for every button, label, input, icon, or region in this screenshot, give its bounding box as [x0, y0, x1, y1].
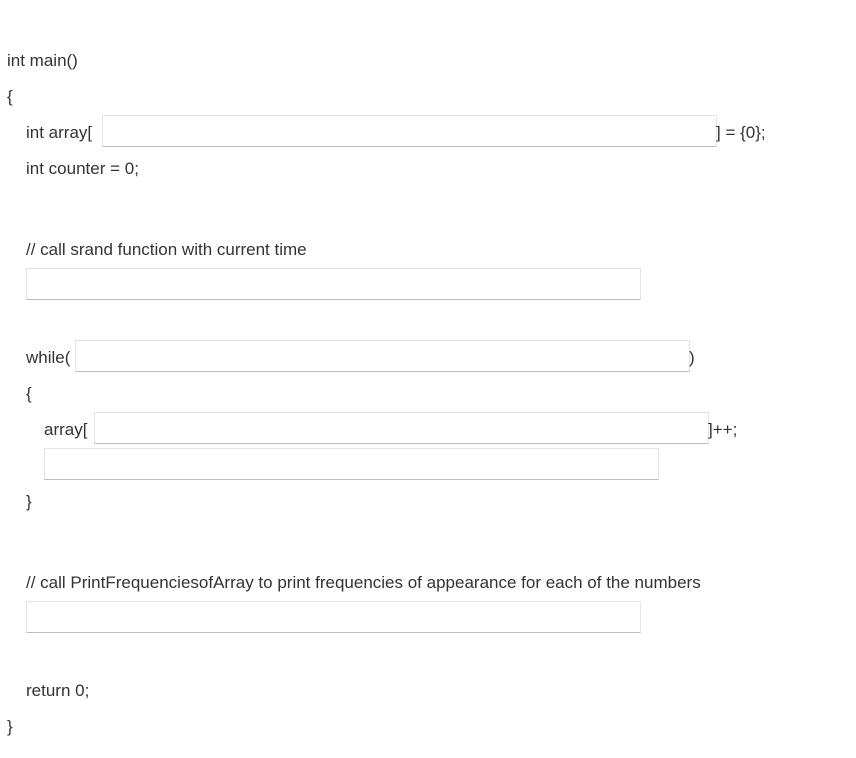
- array-index-input[interactable]: [94, 412, 709, 444]
- main-open-brace: {: [7, 87, 13, 106]
- array-decl-suffix: ] = {0};: [716, 123, 766, 142]
- print-comment: // call PrintFrequenciesofArray to print frequencies of appearance for each of the numbers: [26, 573, 701, 592]
- while-condition-input[interactable]: [75, 340, 690, 372]
- main-close-brace: }: [7, 717, 13, 736]
- counter-decl: int counter = 0;: [26, 159, 139, 178]
- print-call-input[interactable]: [26, 601, 641, 633]
- loop-body-input[interactable]: [44, 448, 659, 480]
- while-open-brace: {: [26, 384, 32, 403]
- array-size-input[interactable]: [102, 115, 717, 147]
- array-decl-prefix: int array[: [26, 123, 93, 142]
- srand-call-input[interactable]: [26, 268, 641, 300]
- while-suffix: ): [689, 348, 695, 367]
- array-increment-prefix: array[: [44, 420, 88, 439]
- array-increment-suffix: ]++;: [708, 420, 738, 439]
- srand-comment: // call srand function with current time: [26, 240, 307, 259]
- return-stmt: return 0;: [26, 681, 90, 700]
- while-close-brace: }: [26, 492, 32, 511]
- main-signature: int main(): [7, 51, 78, 70]
- while-prefix: while(: [26, 348, 71, 367]
